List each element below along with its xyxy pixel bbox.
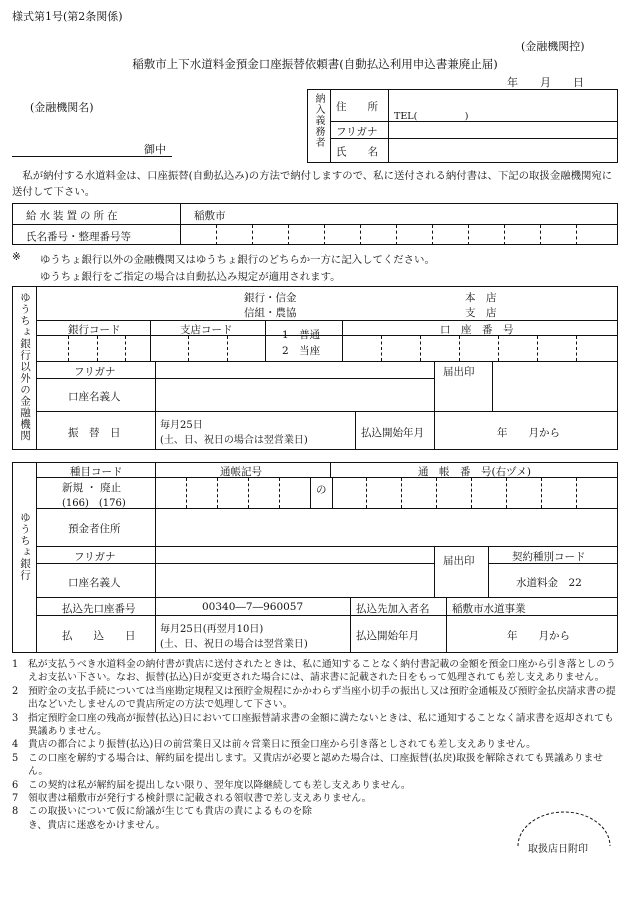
supply-location-value: 稲敷市 [194,210,226,222]
no-mark: の [316,484,327,496]
term-item: 6 この契約は私が解約届を提出しない限り、翌年度以降継続しても差し支えありません。 [12,779,411,791]
dest-account-label: 払込先口座番号 [62,603,136,615]
instruction-line-1: ゆうちょ銀行以外の金融機関又はゆうちょ銀行のどちらか一方に記入してください。 [40,254,435,266]
payer-side-label: 納入義務者 [313,93,324,148]
transfer-day-value-2: (土、日、祝日の場合は翌営業日) [160,435,308,446]
yucho-side-label: ゆうちょ銀行 [19,512,31,581]
term-item: 8 この取扱いについて仮に紛議が生じても貴店の責によるものを除き、貴店に迷惑をかけません。 [12,806,312,831]
new-cancel-label: 新規 ・ 廃止 [62,482,122,494]
request-text: 私が納付する水道料金は、口座振替(自動払込み)の方法で納付しますので、私に送付される納付書は、下記の取扱金融機関宛に送付して下さい。 [12,170,613,198]
payment-day-value-2: (土、日、祝日の場合は翌営業日) [160,639,308,650]
tel-label: TEL( ) [394,111,469,122]
payment-day-label: 払 込 日 [62,630,136,642]
account-type-2: 2 当座 [282,345,321,357]
term-item: 3 指定預貯金口座の残高が振替(払込)日において口座振替請求書の金額に満たないときは、私に通知することなく請求書を返却されても異議ありません。 [12,712,614,738]
bank-copy-label: (金融機関控) [521,40,585,53]
supply-location-label: 給水装置の所在 [26,210,121,222]
new-cancel-codes: (166) (176) [62,498,126,509]
transfer-day-value-1: 毎月25日 [160,420,203,431]
payment-day-value-1: 毎月25日(再翌月10日) [160,624,264,635]
onchu-label: 御中 [144,143,166,156]
dest-name-label: 払込先加入者名 [356,603,430,615]
contract-code-value: 水道料金 22 [516,577,582,589]
type-code-label: 種目コード [70,466,123,478]
payer-name-label: 氏 名 [336,146,378,158]
other-holder-label: 口座名義人 [68,391,121,403]
instruction-line-2: ゆうちょ銀行をご指定の場合は自動払込み規定が適用されます。 [40,271,341,283]
term-item: 4 貴店の都合により振替(払込)日の前営業日又は前々営業日に預金口座から引き落としされても差し支えありません。 [12,739,536,751]
account-number-label: 口 座 番 号 [440,324,514,336]
instruction-mark: ※ [12,251,21,263]
passbook-symbol-label: 通帳記号 [220,466,262,478]
yucho-start-value: 年 月から [507,630,570,642]
term-item: 1 私が支払うべき水道料金の納付書が貴店に送付されたときは、私に通知することなく納付書記載の金額を預金口座から引き落としのうえお支払い下さい。なお、振替(払込)日が変更された場合には、請求書に記載された日をもって処理されても差し支えありません。 [12,659,616,684]
date-line: 年 月 日 [507,76,584,89]
term-item: 7 領収書は稲敷市が発行する検針票に記載される領収書で差し支えありません。 [12,793,372,805]
other-bank-side-label: ゆうちょ銀行以外の金融機関 [19,292,31,442]
address-label: 住 所 [336,101,378,113]
account-type-1: 1 普通 [282,329,321,341]
yucho-seal-label: 届出印 [443,555,475,567]
payer-furigana-label: フリガナ [336,126,378,138]
bank-name-label: (金融機関名) [30,101,94,114]
page-title: 稲敷市上下水道料金預金口座振替依頼書(自動払込利用申込書兼廃止届) [132,57,498,71]
passbook-number-label: 通 帳 番 号(右ヅメ) [418,466,531,478]
bank-code-label: 銀行コード [68,324,121,336]
term-item: 2 預貯金の支払手続については当座勘定規程又は預貯金規程にかかわらず当座小切手の振出し又は預貯金通帳及び預貯金払戻請求書の提出などいたしませんので貴店所定の方法で処理して下さい。 [12,685,616,711]
yucho-furigana-label: フリガナ [74,551,116,563]
yucho-holder-label: 口座名義人 [68,577,121,589]
terms-list [12,658,618,832]
other-seal-label: 届出印 [443,366,475,378]
contract-code-label: 契約種別コード [512,551,586,563]
customer-number-label: 氏名番号・整理番号等 [26,231,131,243]
dest-account-value: 00340―7―960057 [202,601,304,613]
term-item: 5 この口座を解約する場合は、解約届を提出します。又貴店が必要と認めた場合は、口座振替(払戻)取扱を解除されても異議ありません。 [12,752,604,778]
yucho-start-label: 払込開始年月 [356,630,419,642]
bank-type-1: 銀行・信金 [244,292,297,304]
branch-type-1: 本 店 [465,292,497,304]
stamp-label: 取扱店日附印 [528,844,588,855]
branch-code-label: 支店コード [180,324,233,336]
other-start-label: 払込開始年月 [361,427,424,439]
bank-type-2: 信組・農協 [244,307,297,319]
depositor-address-label: 預金者住所 [68,523,121,535]
other-start-value: 年 月から [497,427,560,439]
transfer-day-label: 振 替 日 [68,427,121,439]
dest-name-value: 稲敷市水道事業 [452,603,526,615]
form-number: 様式第1号(第2条関係) [12,10,123,23]
branch-type-2: 支 店 [465,307,497,319]
other-furigana-label: フリガナ [74,366,116,378]
